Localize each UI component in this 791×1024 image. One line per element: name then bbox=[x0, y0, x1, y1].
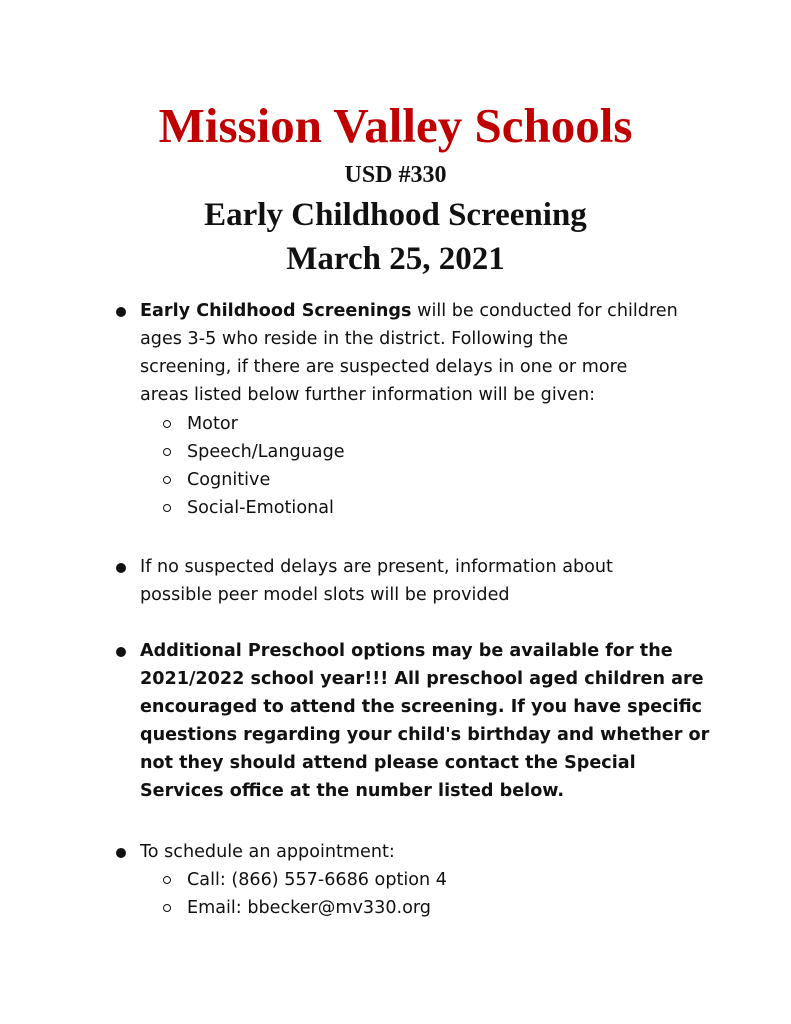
bullet-icon bbox=[116, 848, 126, 858]
area-item: Cognitive bbox=[187, 470, 271, 490]
section4-line1: To schedule an appointment: bbox=[140, 842, 395, 862]
section1-line2: ages 3-5 who reside in the district. Following the bbox=[140, 329, 569, 349]
hollow-bullet-icon bbox=[163, 476, 171, 484]
section1-lead: Early Childhood Screenings bbox=[140, 301, 412, 321]
section2-line2: possible peer model slots will be provided bbox=[140, 585, 510, 605]
bullet-icon bbox=[116, 647, 126, 657]
section3-line2: 2021/2022 school year!!! All preschool aged children are bbox=[140, 669, 704, 689]
area-item: Speech/Language bbox=[187, 442, 345, 462]
section3-line3: encouraged to attend the screening. If you have specific bbox=[140, 697, 703, 717]
section3-line5: not they should attend please contact the Special bbox=[140, 753, 636, 773]
hollow-bullet-icon bbox=[163, 876, 171, 884]
hollow-bullet-icon bbox=[163, 904, 171, 912]
event-date: March 25, 2021 bbox=[286, 241, 505, 277]
contact-phone: Call: (866) 557-6686 option 4 bbox=[187, 870, 447, 890]
hollow-bullet-icon bbox=[163, 420, 171, 428]
section1-line1-rest: will be conducted for children bbox=[411, 301, 678, 321]
section1-line3: screening, if there are suspected delays in one or more bbox=[140, 357, 628, 377]
bullet-icon bbox=[116, 563, 126, 573]
district-number: USD #330 bbox=[344, 162, 447, 188]
section1-line1 bbox=[140, 297, 678, 325]
hollow-bullet-icon bbox=[163, 504, 171, 512]
area-item: Social-Emotional bbox=[187, 498, 334, 518]
area-item: Motor bbox=[187, 414, 238, 434]
section1-line4: areas listed below further information will be given: bbox=[140, 385, 596, 405]
section2-line1: If no suspected delays are present, information about bbox=[140, 557, 613, 577]
hollow-bullet-icon bbox=[163, 448, 171, 456]
contact-email: Email: bbecker@mv330.org bbox=[187, 898, 431, 918]
event-title: Early Childhood Screening bbox=[204, 197, 587, 233]
section3-line6: Services office at the number listed below. bbox=[140, 781, 565, 801]
section3-line1: Additional Preschool options may be available for the bbox=[140, 641, 673, 661]
bullet-icon bbox=[116, 307, 126, 317]
school-name-title: Mission Valley Schools bbox=[158, 98, 633, 153]
section3-line4: questions regarding your child's birthday and whether or bbox=[140, 725, 710, 745]
